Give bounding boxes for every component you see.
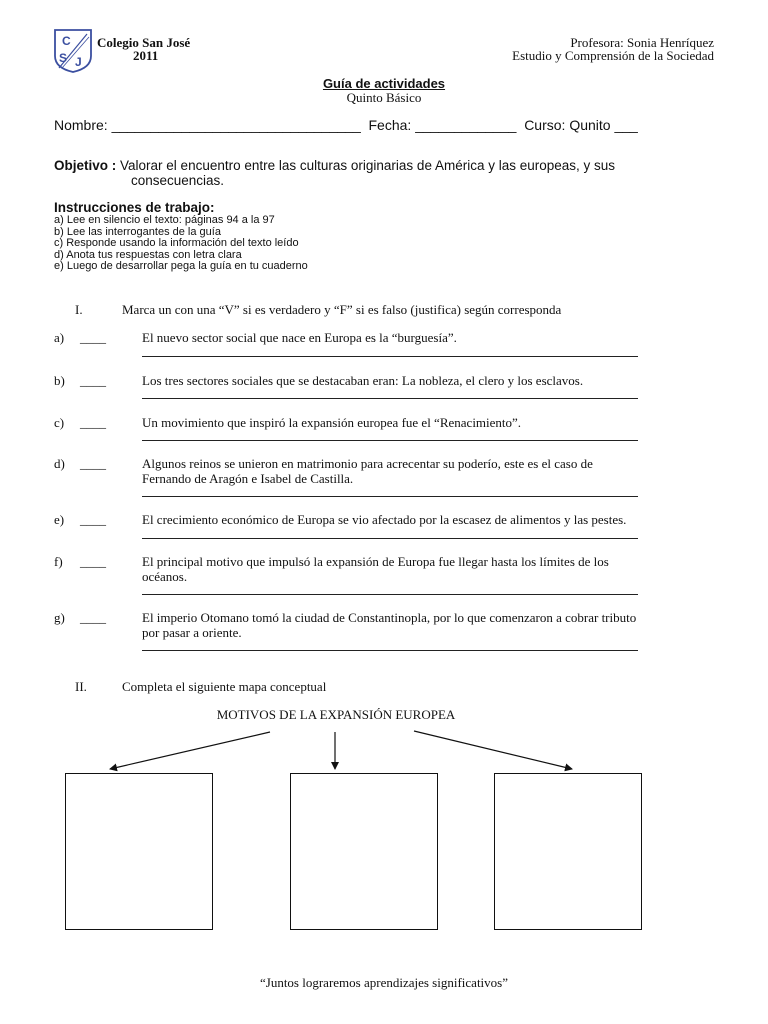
question-f-letter: f) xyxy=(54,554,63,569)
student-info-row: Nombre: ________________________________ Fecha: _____________ Curso: Qunito ___ xyxy=(54,117,638,133)
question-c-text: Un movimiento que inspiró la expansión europea fue el “Renacimiento”. xyxy=(142,415,522,430)
instruction-item: e) Luego de desarrollar pega la guía en tu cuaderno xyxy=(54,260,308,273)
section1-instruction: Marca un con una “V” si es verdadero y “F” si es falso (justifica) según corresponda xyxy=(122,302,562,317)
crest-letter-j: J xyxy=(75,55,82,69)
school-name: Colegio San José xyxy=(97,35,191,50)
instruction-item: b) Lee las interrogantes de la guía xyxy=(54,225,221,238)
question-g-letter: g) xyxy=(54,610,65,625)
instructions-title: Instrucciones de trabajo: xyxy=(54,200,215,215)
instruction-item: c) Responde usando la información del texto leído xyxy=(54,237,299,250)
page-title: Guía de actividades xyxy=(322,76,446,91)
teacher-name: Profesora: Sonia Henríquez xyxy=(570,35,714,50)
question-g-blank: ____ xyxy=(80,610,106,625)
school-year: 2011 xyxy=(133,48,159,63)
question-d-text-line2: Fernando de Aragón e Isabel de Castilla. xyxy=(142,471,354,486)
question-c-blank: ____ xyxy=(80,415,106,430)
question-e-letter: e) xyxy=(54,512,65,527)
arrow-left xyxy=(110,732,270,769)
question-b-blank: ____ xyxy=(80,373,106,388)
question-a-letter: a) xyxy=(54,330,65,345)
question-e-text: El crecimiento económico de Europa se vio afectado por la escasez de alimentos y las pestes. xyxy=(142,512,627,527)
question-f-text-line1: El principal motivo que impulsó la expansión de Europa fue llegar hasta los límites de los xyxy=(142,554,609,569)
question-b-letter: b) xyxy=(54,373,65,388)
crest-letter-c: C xyxy=(62,34,71,48)
crest-letter-s: S xyxy=(59,51,68,65)
section2-number: II. xyxy=(75,679,87,694)
section1-number: I. xyxy=(75,302,83,317)
section2-instruction: Completa el siguiente mapa conceptual xyxy=(122,679,327,694)
question-e-blank: ____ xyxy=(80,512,106,527)
concept-box-1[interactable] xyxy=(65,773,213,930)
concept-box-3[interactable] xyxy=(494,773,642,930)
question-g-text-line2: por pasar a oriente. xyxy=(142,625,242,640)
question-c-letter: c) xyxy=(54,415,65,430)
objective-text-line1: Valorar el encuentro entre las culturas originarias de América y las europeas, y sus xyxy=(120,158,616,173)
question-d-letter: d) xyxy=(54,456,65,471)
subject-name: Estudio y Comprensión de la Sociedad xyxy=(512,48,714,63)
question-b-text: Los tres sectores sociales que se destacaban eran: La nobleza, el clero y los esclavos. xyxy=(142,373,584,388)
question-d-text-line1: Algunos reinos se unieron en matrimonio para acrecentar su poderío, este es el caso de xyxy=(142,456,593,471)
arrow-right xyxy=(414,731,572,769)
instruction-item: d) Anota tus respuestas con letra clara xyxy=(54,248,242,261)
question-a-blank: ____ xyxy=(80,330,106,345)
page-subtitle: Quinto Básico xyxy=(346,90,422,105)
question-f-text-line2: océanos. xyxy=(142,569,188,584)
question-g-text-line1: El imperio Otomano tomó la ciudad de Constantinopla, por lo que comenzaron a cobrar tributo xyxy=(142,610,637,625)
concept-map-title: MOTIVOS DE LA EXPANSIÓN EUROPEA xyxy=(216,707,456,722)
objective-label: Objetivo : xyxy=(54,158,117,173)
concept-box-2[interactable] xyxy=(290,773,438,930)
question-a-text: El nuevo sector social que nace en Europa es la “burguesía”. xyxy=(142,330,457,345)
objective-text-line2: consecuencias. xyxy=(131,173,225,188)
footer-quote: “Juntos lograremos aprendizajes significativos” xyxy=(259,975,508,990)
instruction-item: a) Lee en silencio el texto: páginas 94 a la 97 xyxy=(54,214,275,226)
question-f-blank: ____ xyxy=(80,554,106,569)
question-d-blank: ____ xyxy=(80,456,106,471)
